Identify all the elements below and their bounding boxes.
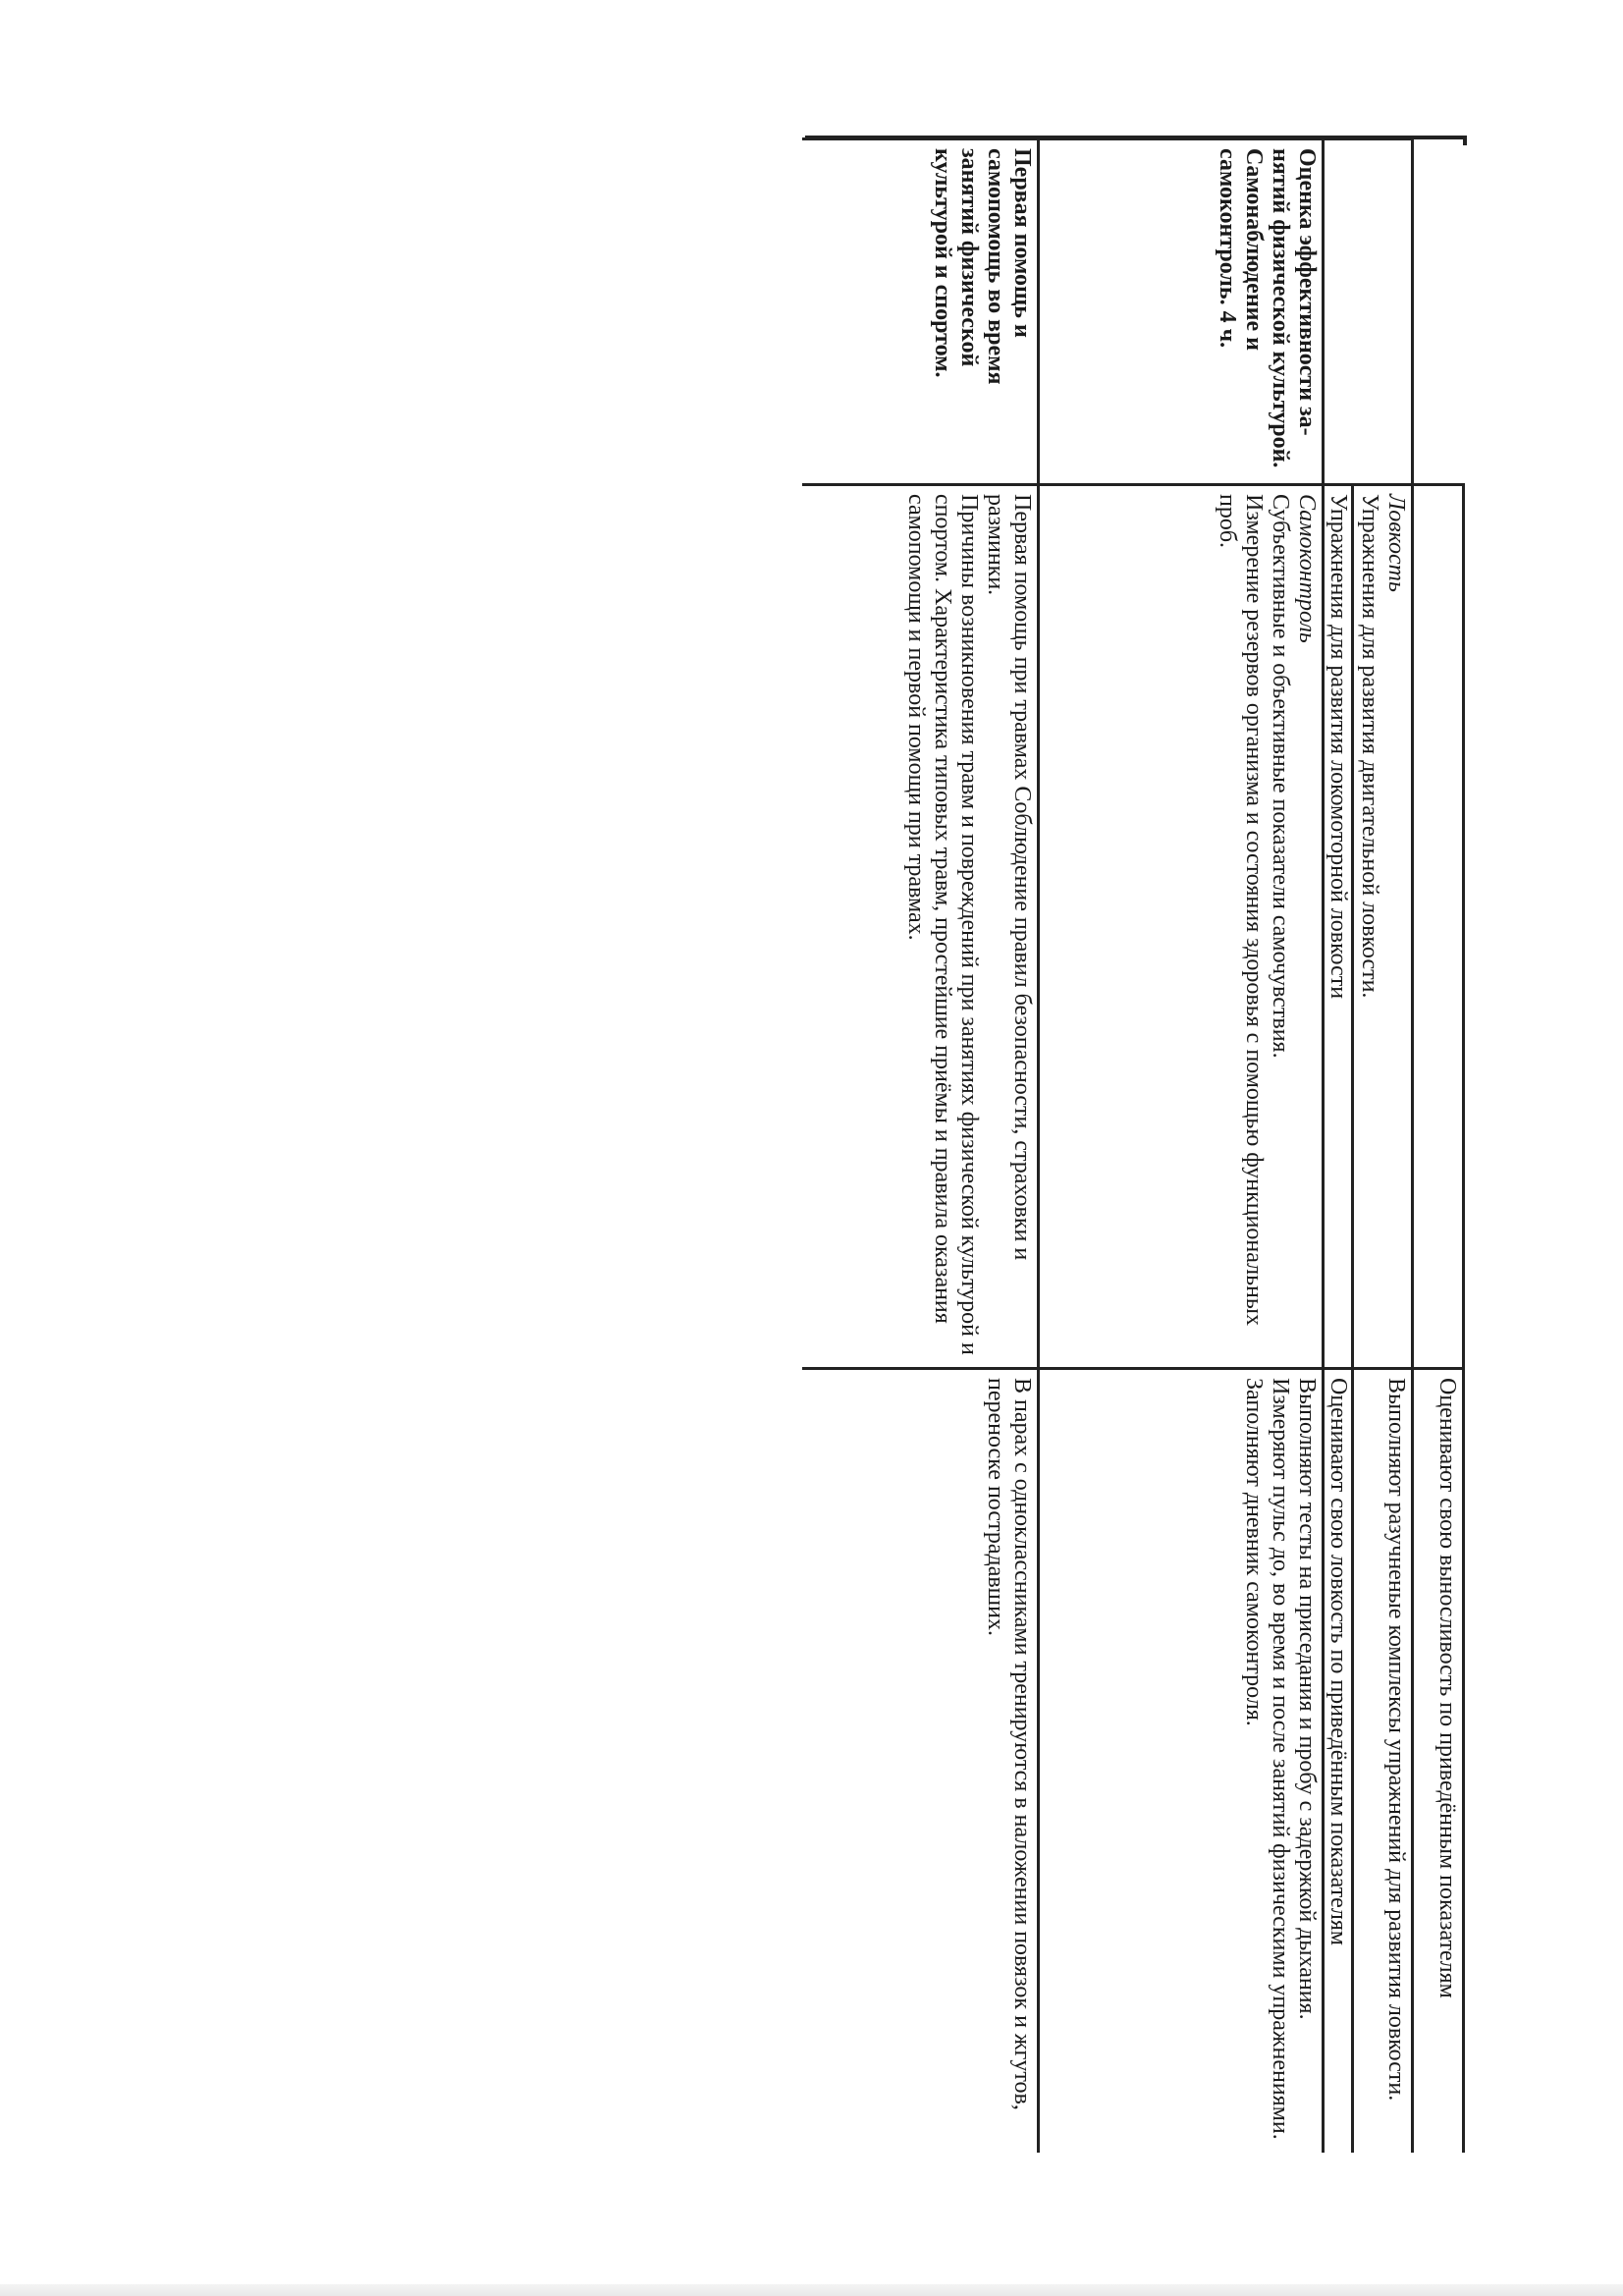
content-subheading: Ловкость — [1383, 494, 1409, 592]
content-cell — [1353, 485, 1413, 1369]
table-row — [1324, 139, 1353, 2154]
topic-cell — [1039, 139, 1324, 485]
rotated-page — [802, 137, 1465, 2153]
table-row — [1413, 139, 1464, 2154]
scan-edge — [0, 2284, 1623, 2296]
topic-cell — [1324, 139, 1353, 485]
activity-text: Выполняют тесты на приседания и пробу с задержкой дыхания. — [1294, 1378, 1320, 2020]
content-text: Первая помощь при травмах Соблюдение правил безопасности, страховки и разминки. — [983, 494, 1035, 1261]
content-text: Измерение резервов организма и состояния здоровья с помощью функциональных проб. — [1215, 494, 1267, 1327]
content-text: Причины возникновения травм и повреждений при занятиях физической культурой и спортом. Характеристика типовых травм, простейшие приёмы и правила оказания самопомощи и первой помощи при травмах. — [903, 494, 982, 1355]
table-row — [1353, 139, 1413, 2154]
topic-title: Первая помощь и самопомощь во время занятий физической культурой и спортом. — [930, 148, 1035, 385]
rotated-content — [802, 137, 1465, 2153]
activity-cell — [1413, 1369, 1464, 2154]
activity-text: В парах с одноклассниками тренируются в наложении повязок и жгутов, переноске пострадавших. — [983, 1378, 1035, 2110]
activity-text: Оценивают свою ловкость по приведённым показателям — [1325, 1378, 1351, 1946]
table-row — [1039, 139, 1324, 2154]
activity-text: Измеряют пульс до, во время и после занятий физическими упражнениями. — [1268, 1378, 1293, 2140]
activity-cell — [1039, 1369, 1324, 2154]
activity-cell — [1324, 1369, 1353, 2154]
topic-cell — [802, 139, 1039, 485]
table-row — [802, 139, 1039, 2154]
curriculum-table — [802, 137, 1465, 2153]
activity-cell — [802, 1369, 1039, 2154]
content-cell — [1039, 485, 1324, 1369]
content-cell — [802, 485, 1039, 1369]
content-subheading: Самоконтроль — [1294, 494, 1320, 643]
activity-text: Оценивают свою выносливость по приведённым показателям — [1434, 1378, 1460, 1998]
content-text: Субъективные и объективные показатели самочувствия. — [1268, 494, 1293, 1059]
topic-cell — [1353, 139, 1413, 485]
content-text: Упражнения для развития локомоторной ловкости — [1325, 494, 1351, 1000]
topic-cell — [1413, 139, 1464, 485]
activity-text: Заполняют дневник самоконтроля. — [1241, 1378, 1267, 1726]
activity-text: Выполняют разучненые комплексы упражнений для развития ловкости. — [1383, 1378, 1409, 2102]
content-cell — [1413, 485, 1464, 1369]
content-cell — [1324, 485, 1353, 1369]
activity-cell — [1353, 1369, 1413, 2154]
topic-title: Оценка эффективности за-нятий физической культурой. Самонаблюдение и самоконтроль. 4 ч. — [1215, 148, 1320, 468]
content-text: Упражнения для развития двигательной ловкости. — [1357, 494, 1382, 999]
